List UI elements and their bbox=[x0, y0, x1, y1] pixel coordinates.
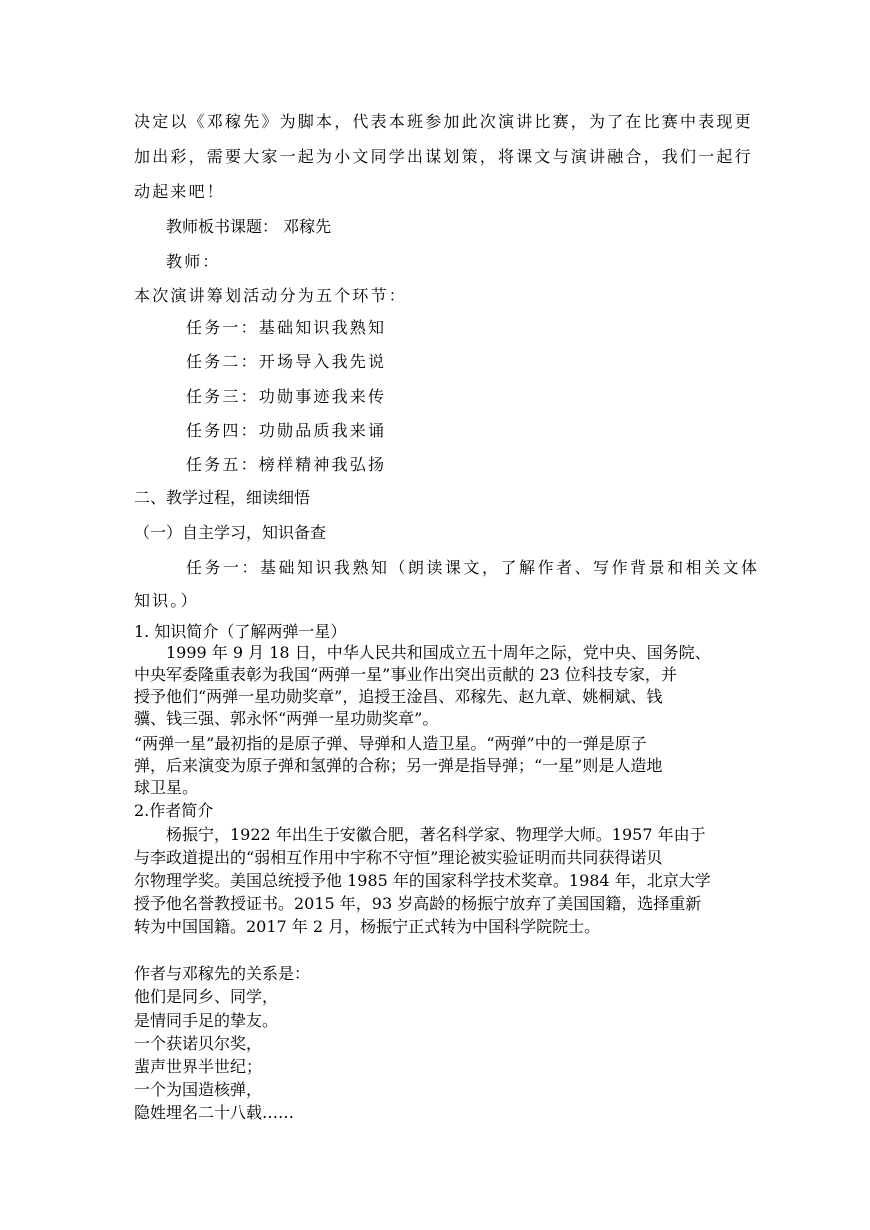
task-item-2: 任务二：开场导入我先说 bbox=[186, 352, 387, 371]
author-p1-line-2: 与李政道提出的“弱相互作用中宇称不守恒”理论被实验证明而共同获得诺贝 bbox=[134, 848, 663, 867]
author-p1-line-4: 授予他名誉教授证书。2015 年，93 岁高龄的杨振宁放弃了美国国籍，选择重新 bbox=[134, 894, 702, 913]
knowledge-p1-line-2: 中央军委隆重表彰为我国“两弹一星”事业作出突出贡献的 23 位科技专家，并 bbox=[134, 665, 677, 684]
subsection1-title: （一）自主学习，知识备查 bbox=[134, 523, 327, 542]
knowledge-p2-line-2: 弹，后来演变为原子弹和氢弹的合称；另一弹是指导弹；“一星”则是人造地 bbox=[134, 756, 663, 775]
author-heading: 2.作者简介 bbox=[134, 801, 214, 820]
knowledge-p1-line-4: 骥、钱三强、郭永怀“两弹一星功勋奖章”。 bbox=[134, 709, 439, 728]
activity-intro: 本次演讲筹划活动分为五个环节： bbox=[134, 286, 408, 305]
intro-line-2: 加出彩，需要大家一起为小文同学出谋划策，将课文与演讲融合，我们一起行 bbox=[134, 147, 753, 166]
board-title: 教师板书课题： 邓稼先 bbox=[166, 217, 332, 236]
knowledge-heading: 1. 知识简介（了解两弹一星） bbox=[134, 622, 347, 641]
task-item-5: 任务五：榜样精神我弘扬 bbox=[186, 455, 387, 474]
knowledge-p2-line-3: 球卫星。 bbox=[134, 778, 199, 797]
task1-detail-line-2: 知识。） bbox=[134, 591, 199, 610]
relation-heading: 作者与邓稼先的关系是： bbox=[134, 964, 311, 983]
knowledge-p2-line-1: “两弹一星”最初指的是原子弹、导弹和人造卫星。“两弹”中的一弹是原子 bbox=[134, 734, 647, 753]
relation-line-4: 蜚声世界半世纪； bbox=[134, 1057, 263, 1076]
task1-detail-line-1: 任务一：基础知识我熟知（朗读课文，了解作者、写作背景和相关文体 bbox=[186, 558, 760, 577]
relation-line-1: 他们是同乡、同学， bbox=[134, 987, 279, 1006]
relation-line-6: 隐姓埋名二十八载…… bbox=[134, 1103, 295, 1122]
author-p1-line-3: 尔物理学奖。美国总统授予他 1985 年的国家科学技术奖章。1984 年，北京大学 bbox=[134, 871, 711, 890]
section2-title: 二、教学过程，细读细悟 bbox=[134, 488, 311, 507]
knowledge-p1-line-1: 1999 年 9 月 18 日，中华人民共和国成立五十周年之际，党中央、国务院、 bbox=[166, 643, 711, 662]
task-item-4: 任务四：功勋品质我来诵 bbox=[186, 421, 387, 440]
relation-line-3: 一个获诺贝尔奖， bbox=[134, 1034, 263, 1053]
knowledge-p1-line-3: 授予他们“两弹一星功勋奖章”，追授王淦昌、邓稼先、赵九章、姚桐斌、钱 bbox=[134, 687, 663, 706]
intro-line-3: 动起来吧！ bbox=[134, 182, 226, 201]
relation-line-5: 一个为国造核弹， bbox=[134, 1080, 263, 1099]
author-p1-line-1: 杨振宁，1922 年出生于安徽合肥，著名科学家、物理学大师。1957 年由于 bbox=[166, 825, 706, 844]
author-p1-line-5: 转为中国国籍。2017 年 2 月，杨振宁正式转为中国科学院院士。 bbox=[134, 917, 601, 936]
task-item-3: 任务三：功勋事迹我来传 bbox=[186, 387, 387, 406]
teacher-label: 教师： bbox=[166, 252, 221, 271]
task-item-1: 任务一：基础知识我熟知 bbox=[186, 318, 387, 337]
intro-line-1: 决定以《邓稼先》为脚本，代表本班参加此次演讲比赛，为了在比赛中表现更 bbox=[134, 112, 753, 131]
relation-line-2: 是情同手足的挚友。 bbox=[134, 1011, 279, 1030]
